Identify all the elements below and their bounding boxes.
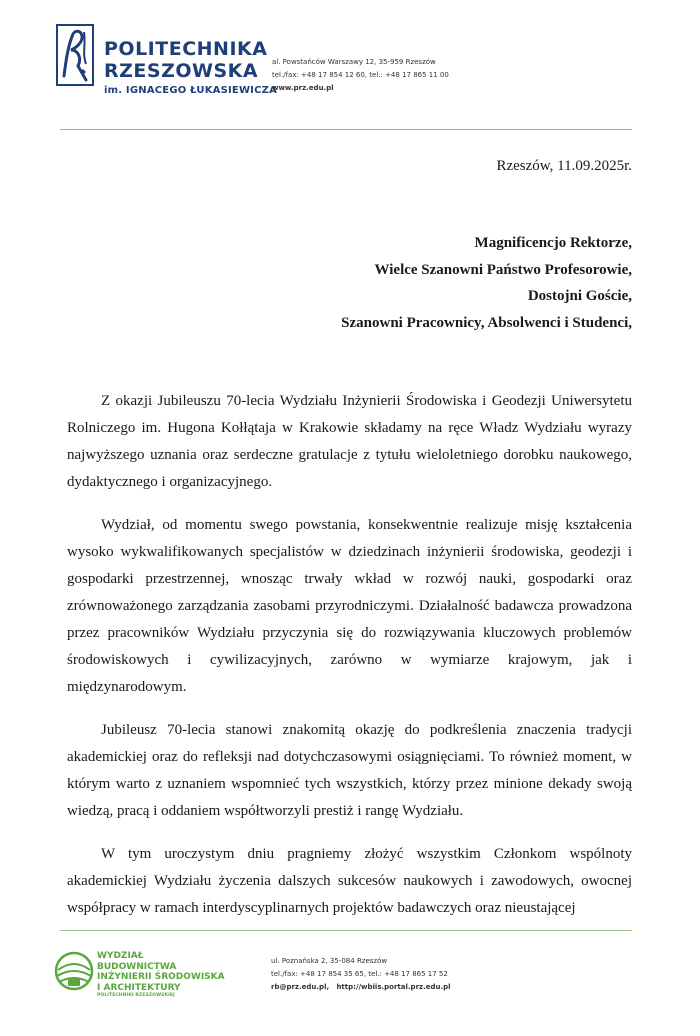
faculty-name-line1: WYDZIAŁ: [97, 951, 144, 961]
faculty-website[interactable]: http://wbiis.portal.prz.edu.pl: [336, 983, 451, 991]
salutation-line: Dostojni Goście,: [527, 288, 632, 304]
letter-date: Rzeszów, 11.09.2025r.: [496, 158, 632, 174]
faculty-name-line2: BUDOWNICTWA: [97, 961, 177, 972]
letterhead: [0, 0, 700, 130]
university-logo: [56, 24, 94, 86]
address-phone: tel./fax: +48 17 854 12 60, tel.: +48 17 865 11 00: [272, 71, 449, 79]
paragraph: Z okazji Jubileuszu 70-lecia Wydziału Inżynierii Środowiska i Geodezji Uniwersytetu Rolniczego im. Hugona Kołłątaja w Krakowie składamy na ręce Władz Wydziału wyrazy najwyższego uznania oraz serdeczne gratulacje z tytułu wieloletniego dorobku naukowego, dydaktycznego i organizacyjnego.: [67, 393, 632, 490]
address-street: al. Powstańców Warszawy 12, 35-959 Rzeszów: [272, 58, 436, 66]
faculty-address-street: ul. Poznańska 2, 35-084 Rzeszów: [271, 957, 388, 965]
footer-divider: [60, 930, 632, 931]
salutation-line: Magnificencjo Rektorze,: [474, 235, 632, 251]
university-name-line2: RZESZOWSKA: [104, 60, 259, 82]
header-divider: [60, 129, 632, 130]
faculty-name-line5: POLITECHNIKI RZESZOWSKIEJ: [97, 993, 175, 998]
faculty-name-line4: I ARCHITEKTURY: [97, 982, 181, 993]
university-name: [104, 38, 277, 98]
faculty-address: [271, 955, 451, 994]
faculty-email[interactable]: rb@prz.edu.pl,: [271, 983, 330, 991]
university-address: [272, 56, 449, 95]
faculty-address-phone: tel./fax: +48 17 854 35 65, tel.: +48 17 865 17 52: [271, 970, 448, 978]
university-patron: im. IGNACEGO ŁUKASIEWICZA: [104, 85, 278, 96]
paragraph: W tym uroczystym dniu pragniemy złożyć wszystkim Członkom wspólnoty akademickiej Wydziału życzenia dalszych sukcesów naukowych i zawodowych, owocnej współpracy w ramach interdyscyplinarnych projektów badawczych oraz nieustającej: [67, 846, 632, 916]
salutation-line: Szanowni Pracownicy, Absolwenci i Studenci,: [341, 314, 632, 331]
paragraph: Jubileusz 70-lecia stanowi znakomitą okazję do podkreślenia znaczenia tradycji akademickiej oraz do refleksji nad dotychczasowymi osiągnięciami. To również moment, w którym warto z uznaniem wspomnieć tych wszystkich, którzy przez minione dekady swoją wiedzą, pracą i oddaniem współtworzyli prestiż i rangę Wydziału.: [67, 722, 632, 819]
salutation: [341, 230, 632, 336]
letter-body: [67, 388, 632, 938]
university-website[interactable]: www.prz.edu.pl: [272, 84, 334, 92]
faculty-logo: [54, 950, 94, 992]
salutation-line: Wielce Szanowni Państwo Profesorowie,: [374, 261, 632, 278]
faculty-name-line3: INŻYNIERII ŚRODOWISKA: [97, 972, 225, 982]
university-name-line1: POLITECHNIKA: [104, 38, 268, 60]
faculty-name: [97, 951, 225, 999]
paragraph: Wydział, od momentu swego powstania, konsekwentnie realizuje misję kształcenia wysoko wykwalifikowanych specjalistów w dziedzinach inżynierii środowiska, geodezji i gospodarki przestrzennej, wnosząc trwały wkład w rozwój nauki, gospodarki oraz zrównoważonego zarządzania zasobami przyrodniczymi. Działalność badawcza prowadzona przez pracowników Wydziału przyczynia się do rozwiązywania kluczowych problemów środowiskowych i cywilizacyjnych, zarówno w wymiarze krajowym, jak i międzynarodowym.: [67, 517, 632, 695]
